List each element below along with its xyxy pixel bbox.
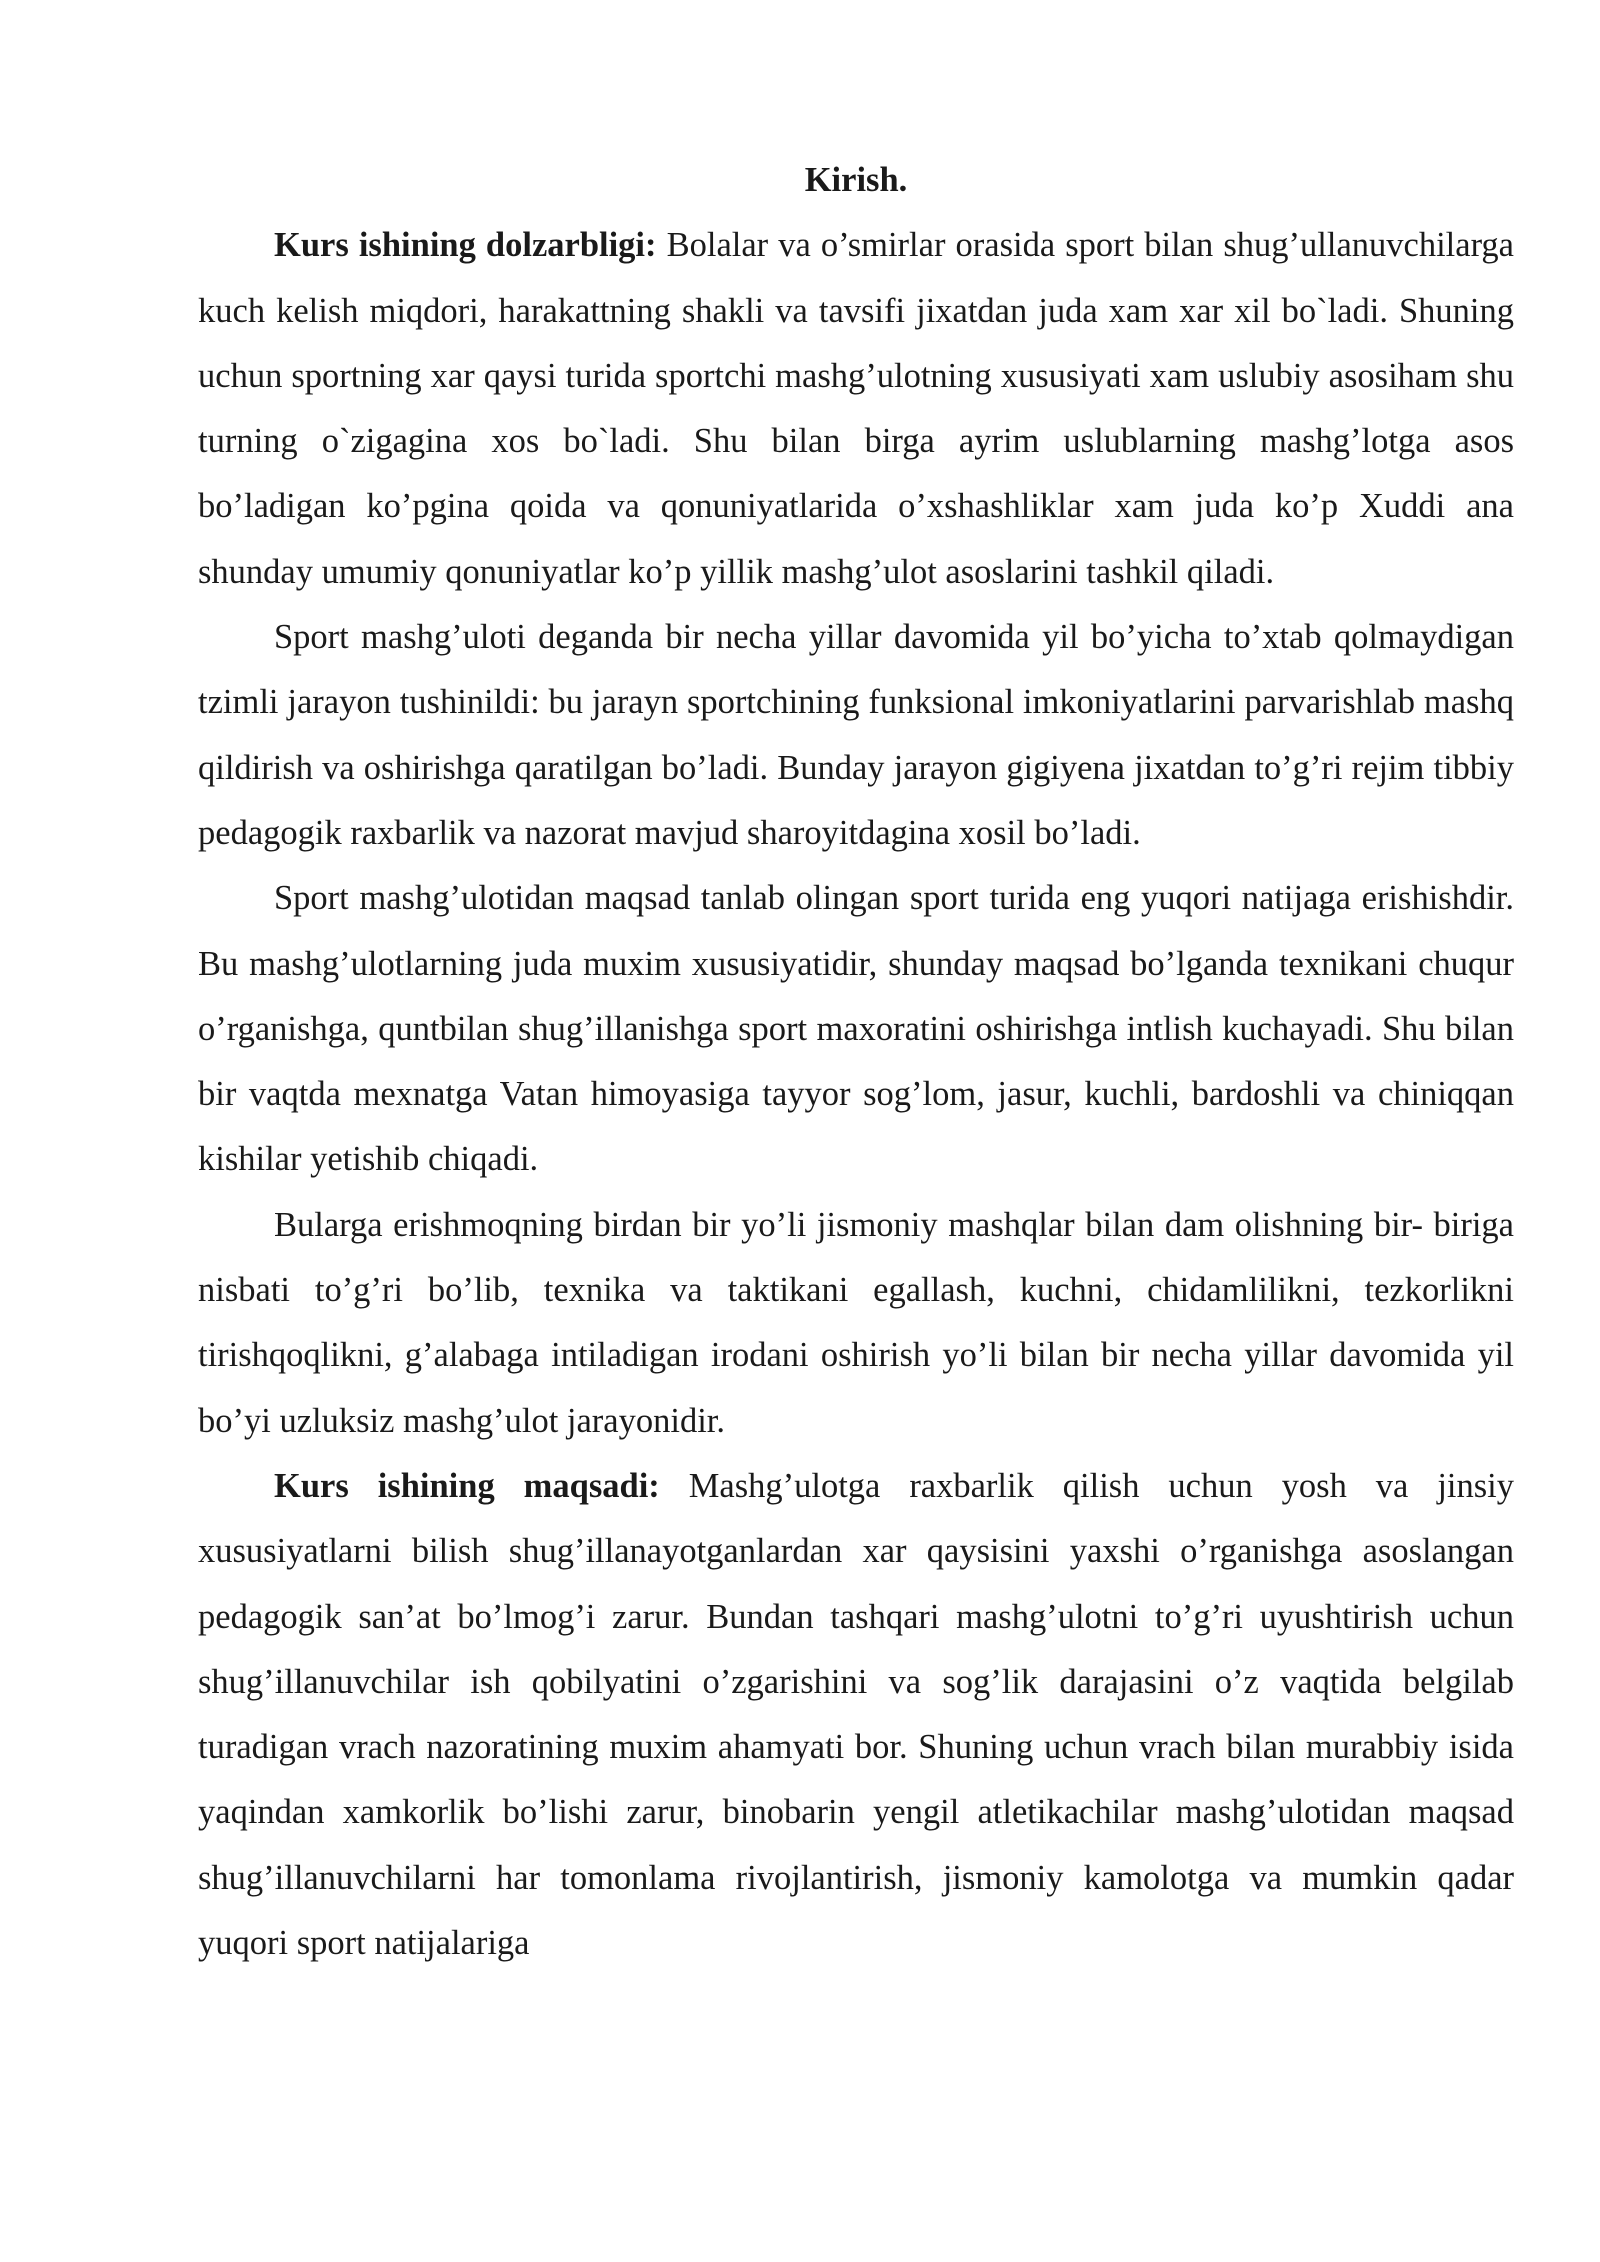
paragraph-purpose <box>198 1454 1514 1976</box>
paragraph-training-goal <box>198 866 1514 1192</box>
paragraph-text: Sport mashg’ulotidan maqsad tanlab olingan sport turida eng yuqori natijaga erishishdir. Bu mashg’ulotlarning juda muxim xususiyatidir, shunday maqsad bo’lganda texnikani chuqur o’rganishga, quntbilan shug’illanishga sport maxoratini oshirishga intlish kuchayadi. Shu bilan bir vaqtda mexnatga Vatan himoyasiga tayyor sog’lom, jasur, kuchli, bardoshli va chiniqqan kishilar yetishib chiqadi. <box>198 879 1514 1179</box>
paragraph-relevance <box>198 213 1514 605</box>
paragraph-text: Mashg’ulotga raxbarlik qilish uchun yosh va jinsiy xususiyatlarni bilish shug’illanayotganlardan xar qaysisini yaxshi o’rganishga asoslangan pedagogik san’at bo’lmog’i zarur. Bundan tashqari mashg’ulotni to’g’ri uyushtirish uchun shug’illanuvchilar ish qobilyatini o’zgarishini va sog’lik darajasini o’z vaqtida belgilab turadigan vrach nazoratining muxim ahamyati bor. Shuning uchun vrach bilan murabbiy isida yaqindan xamkorlik bo’lishi zarur, binobarin yengil atletikachilar mashg’ulotidan maqsad shug’illanuvchilarni har tomonlama rivojlantirish, jismoniy kamolotga va mumkin qadar yuqori sport natijalariga <box>198 1466 1515 1963</box>
paragraph-text: Bolalar va o’smirlar orasida sport bilan shug’ullanuvchilarga kuch kelish miqdori, harakattning shakli va tavsifi jixatdan juda xam xar xil bo`ladi. Shuning uchun sportning xar qaysi turida sportchi mashg’ulotning xususiyati xam uslubiy asosiham shu turning o`zigagina xos bo`ladi. Shu bilan birga ayrim uslublarning mashg’lotga asos bo’ladigan ko’pgina qoida va qonuniyatlarida o’xshashliklar xam juda ko’p Xuddi ana shunday umumiy qonuniyatlar ko’p yillik mashg’ulot asoslarini tashkil qiladi. <box>198 226 1514 591</box>
paragraph-lead: Kurs ishining dolzarbligi: <box>274 226 657 265</box>
paragraph-text: Sport mashg’uloti deganda bir necha yillar davomida yil bo’yicha to’xtab qolmaydigan tzimli jarayon tushinildi: bu jarayn sportchining funksional imkoniyatlarini parvarishlab mashq qildirish va oshirishga qaratilgan bo’ladi. Bunday jarayon gigiyena jixatdan to’g’ri rejim tibbiy pedagogik raxbarlik va nazorat mavjud sharoyitdagina xosil bo’ladi. <box>198 618 1514 852</box>
paragraph-lead: Kurs ishining maqsadi: <box>274 1466 660 1505</box>
document-title: Kirish. <box>804 161 908 199</box>
paragraph-achievement-path <box>198 1193 1514 1454</box>
paragraph-training-definition <box>198 605 1514 866</box>
document-page <box>198 148 1514 1976</box>
paragraph-text: Bularga erishmoqning birdan bir yo’li jismoniy mashqlar bilan dam olishning bir- biriga nisbati to’g’ri bo’lib, texnika va taktikani egallash, kuchni, chidamlilikni, tezkorlikni tirishqoqlikni, g’alabaga intiladigan irodani oshirish yo’li bilan bir necha yillar davomida yil bo’yi uzluksiz mashg’ulot jarayonidir. <box>198 1205 1514 1440</box>
